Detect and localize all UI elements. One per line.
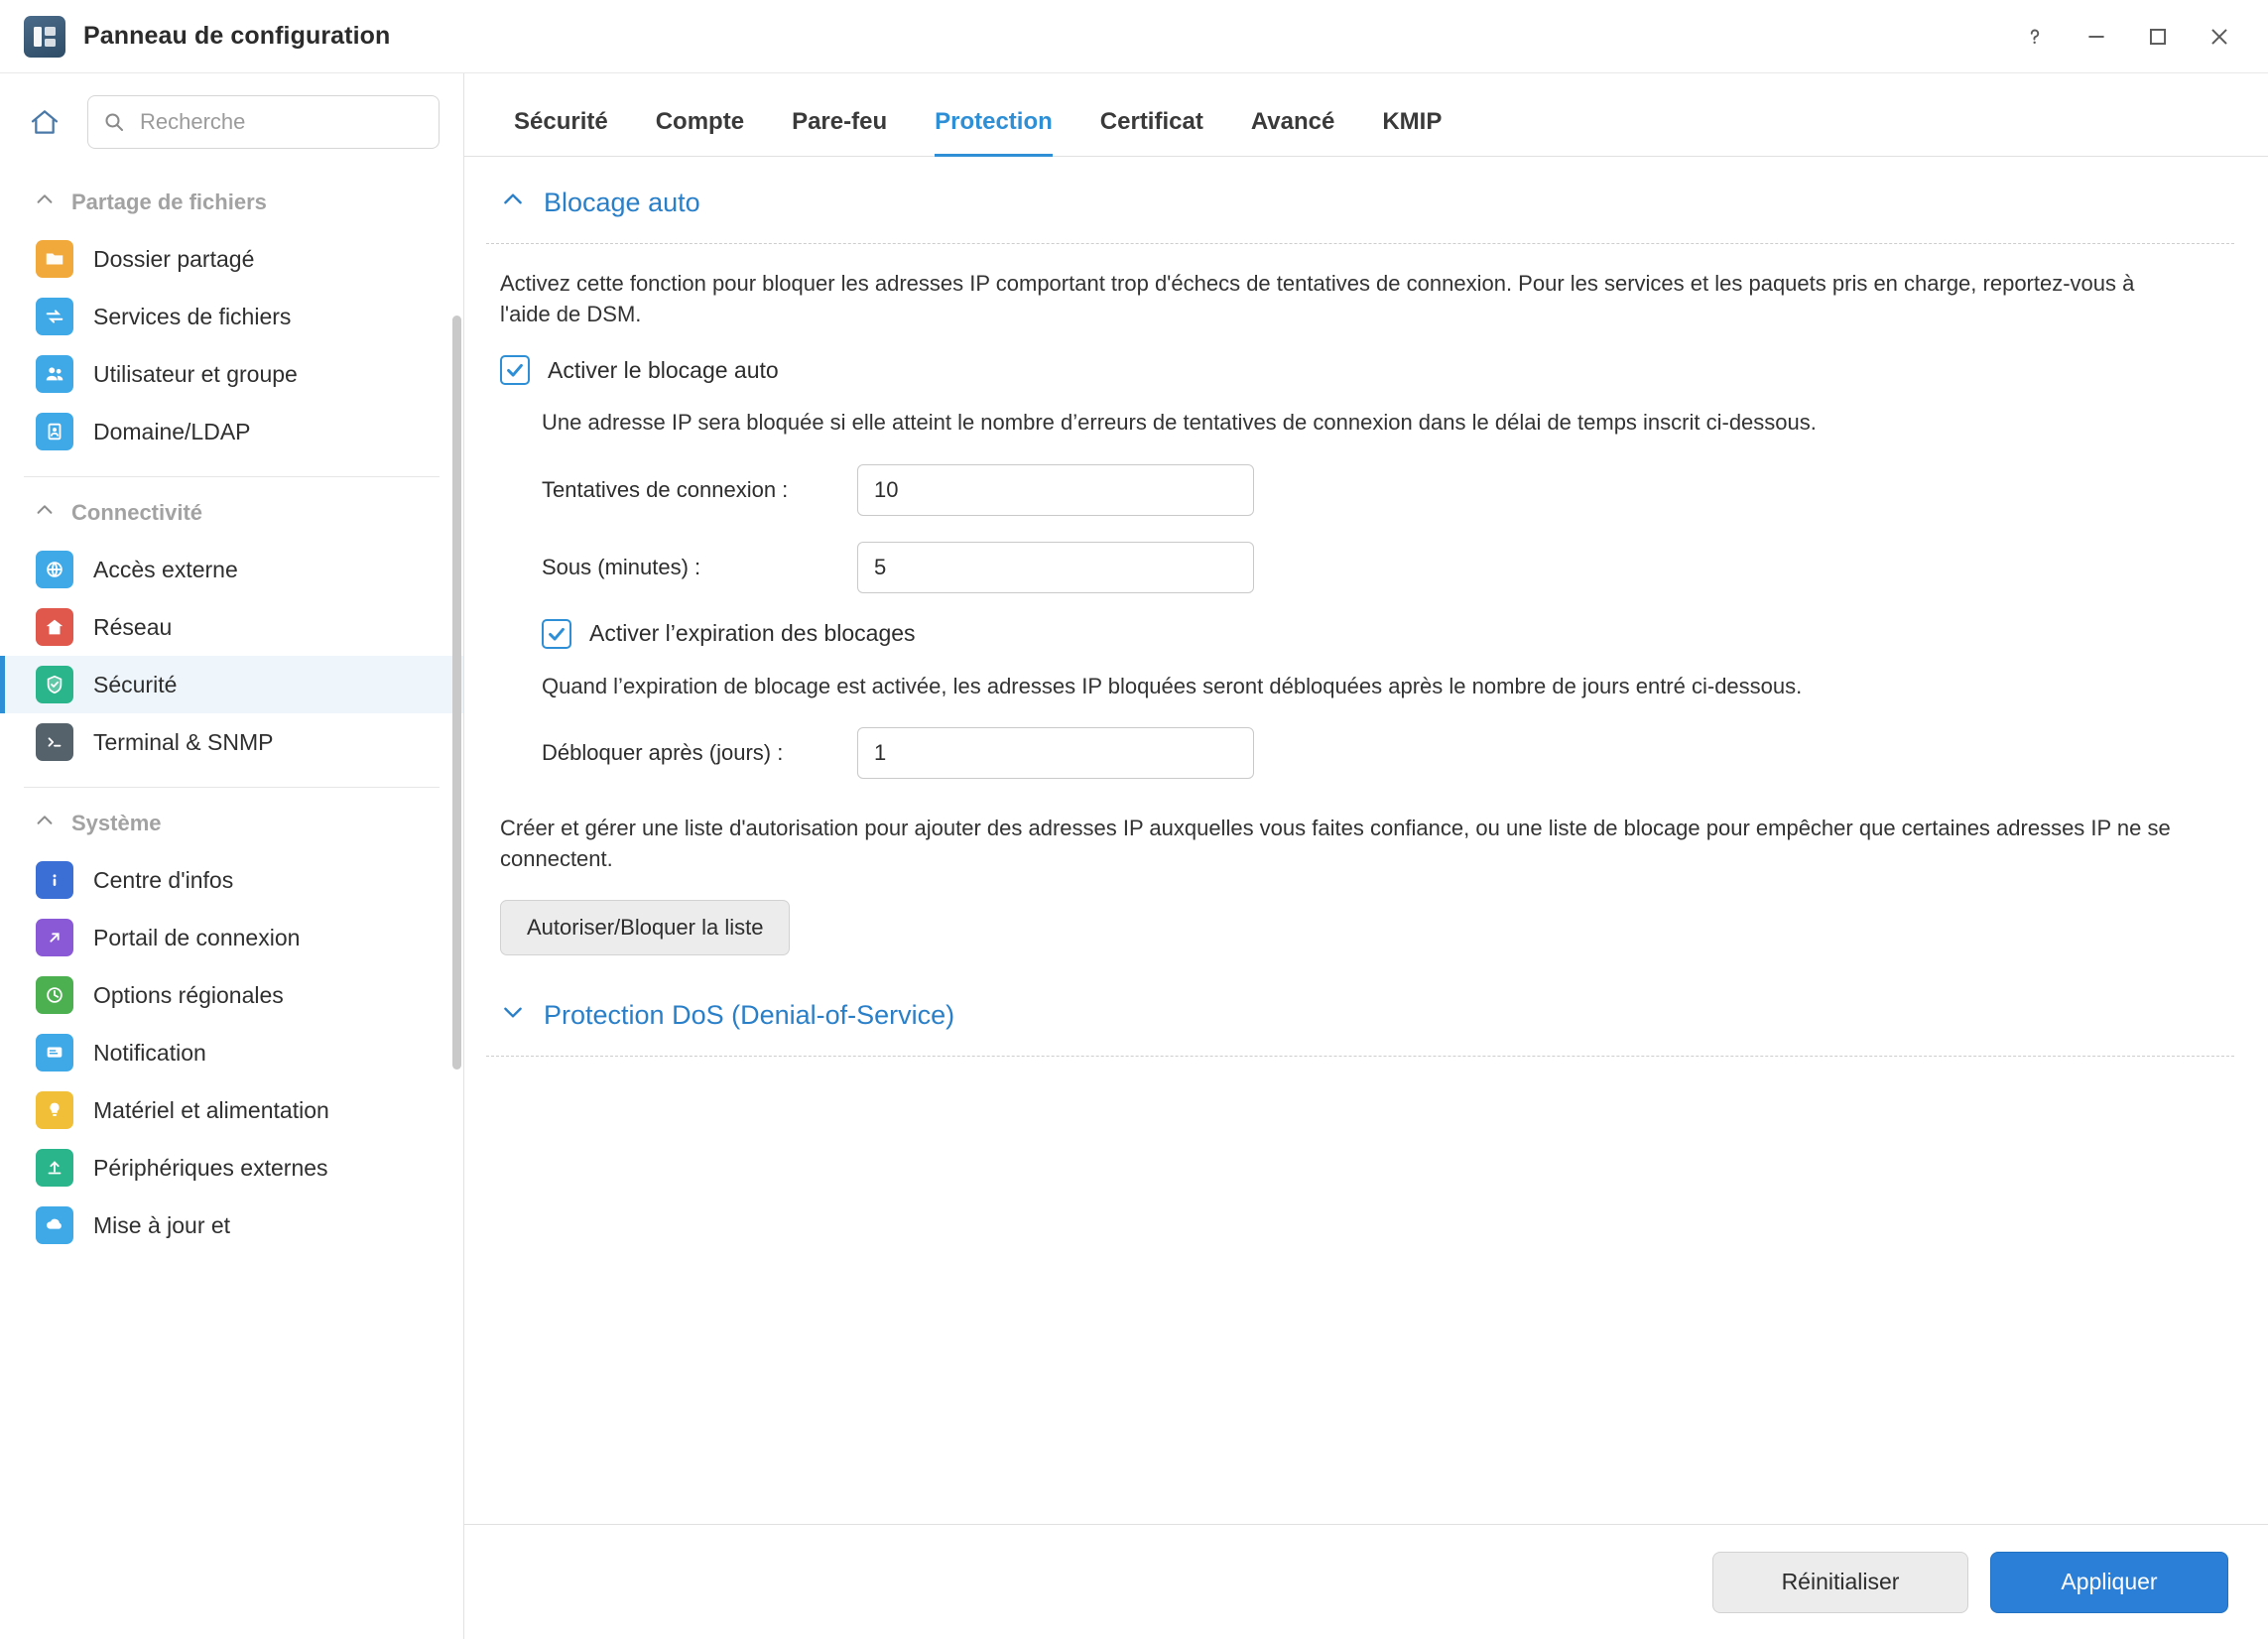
main-panel (464, 73, 2268, 1639)
sidebar-group-connectivity[interactable] (0, 477, 463, 541)
file-services-icon (36, 298, 73, 335)
sidebar-item-acces-externe[interactable] (0, 541, 463, 598)
login-attempts-input[interactable] (857, 464, 1254, 516)
chevron-up-icon (34, 810, 56, 837)
title-bar (0, 0, 2268, 73)
enable-expiration-row[interactable] (486, 593, 2234, 649)
enable-expiration-label: Activer l’expiration des blocages (589, 620, 916, 647)
maximize-button[interactable] (2127, 6, 2189, 67)
chevron-down-icon (500, 999, 526, 1032)
help-icon[interactable] (2004, 6, 2066, 67)
enable-auto-block-label: Activer le blocage auto (548, 356, 779, 383)
external-devices-icon (36, 1149, 73, 1187)
search-input[interactable] (138, 108, 425, 136)
sidebar-item-domaine-ldap[interactable] (0, 403, 463, 460)
tab-pare-feu[interactable]: Pare-feu (792, 108, 888, 135)
close-button[interactable] (2189, 6, 2250, 67)
chevron-up-icon (500, 187, 526, 219)
regional-options-icon (36, 976, 73, 1014)
tab-avance[interactable]: Avancé (1250, 108, 1335, 135)
sidebar-item-reseau[interactable] (0, 598, 463, 656)
tab-compte[interactable]: Compte (655, 108, 745, 135)
sidebar-group-label: Connectivité (71, 500, 203, 525)
page-title: Panneau de configuration (83, 22, 391, 50)
section-divider (486, 1056, 2234, 1057)
auto-block-hint: Une adresse IP sera bloquée si elle atteint le nombre d’erreurs de tentatives de connexion dans le délai de temps inscrit ci-dessous. (542, 410, 1817, 436)
section-header-blocage-auto[interactable] (486, 157, 2234, 229)
control-panel-icon (24, 16, 65, 58)
tab-protection[interactable]: Protection (911, 108, 1076, 156)
sidebar-item-utilisateur-et-groupe[interactable] (0, 345, 463, 403)
sidebar-item-label: Domaine/LDAP (93, 418, 251, 444)
auto-block-description: Activez cette fonction pour bloquer les adresses IP comportant trop d'échecs de tentatives de connexion. Pour les services et les paquets pris en charge, reportez-vous à l'aide de DSM. (500, 271, 2135, 327)
within-minutes-row (486, 516, 2234, 593)
sidebar-item-label: Accès externe (93, 556, 238, 582)
sidebar-scrollbar[interactable] (452, 315, 461, 1070)
content-area (464, 157, 2268, 1524)
chevron-up-icon (34, 499, 56, 527)
external-access-icon (36, 551, 73, 588)
power-icon (36, 1091, 73, 1129)
footer-bar (464, 1524, 2268, 1639)
login-attempts-label: Tentatives de connexion : (542, 476, 789, 502)
sidebar-item-label: Réseau (93, 613, 173, 640)
sidebar-search-row (0, 73, 463, 167)
unblock-after-days-label: Débloquer après (jours) : (542, 739, 784, 765)
sidebar-item-label: Périphériques externes (93, 1154, 328, 1181)
allow-block-list-button[interactable]: Autoriser/Bloquer la liste (500, 900, 790, 955)
sidebar (0, 73, 464, 1639)
sidebar-item-services-de-fichiers[interactable] (0, 288, 463, 345)
section-title: Protection DoS (Denial-of-Service) (544, 1000, 955, 1031)
sidebar-item-label: Options régionales (93, 981, 284, 1008)
enable-auto-block-checkbox[interactable] (500, 355, 530, 385)
tab-bar (464, 73, 2268, 157)
minimize-button[interactable] (2066, 6, 2127, 67)
sidebar-item-label: Portail de connexion (93, 924, 301, 950)
network-icon (36, 608, 73, 646)
sidebar-item-label: Services de fichiers (93, 303, 292, 329)
home-icon[interactable] (18, 95, 71, 149)
shield-icon (36, 666, 73, 703)
users-icon (36, 355, 73, 393)
search-icon (102, 110, 126, 134)
sidebar-item-notification[interactable] (0, 1024, 463, 1081)
tab-certificat[interactable]: Certificat (1099, 108, 1203, 135)
sidebar-group-label: Système (71, 811, 162, 835)
chevron-up-icon (34, 189, 56, 216)
sidebar-item-label: Mise à jour et (93, 1211, 231, 1238)
terminal-icon (36, 723, 73, 761)
expiration-hint: Quand l’expiration de blocage est activée, les adresses IP bloquées seront débloquées après le nombre de jours entré ci-dessous. (542, 673, 1803, 698)
window-controls (2004, 0, 2250, 73)
sidebar-group-file-sharing[interactable] (0, 167, 463, 230)
sidebar-item-label: Matériel et alimentation (93, 1096, 329, 1123)
within-minutes-label: Sous (minutes) : (542, 554, 701, 579)
domain-icon (36, 413, 73, 450)
sidebar-group-system[interactable] (0, 788, 463, 851)
sidebar-item-dossier-partage[interactable] (0, 230, 463, 288)
sidebar-item-label: Notification (93, 1039, 206, 1066)
notification-icon (36, 1034, 73, 1072)
apply-button[interactable]: Appliquer (1990, 1552, 2228, 1613)
sidebar-item-label: Sécurité (93, 671, 178, 697)
sidebar-group-label: Partage de fichiers (71, 189, 267, 214)
unblock-after-days-row (486, 701, 2234, 779)
sidebar-item-terminal-snmp[interactable] (0, 713, 463, 771)
sidebar-item-portail-de-connexion[interactable] (0, 909, 463, 966)
unblock-after-days-input[interactable] (857, 727, 1254, 779)
sidebar-item-label: Dossier partagé (93, 245, 255, 272)
sidebar-item-label: Terminal & SNMP (93, 728, 274, 755)
sidebar-item-options-regionales[interactable] (0, 966, 463, 1024)
sidebar-item-centre-d-infos[interactable] (0, 851, 463, 909)
tab-kmip[interactable]: KMIP (1382, 108, 1443, 135)
search-box[interactable] (87, 95, 440, 149)
info-icon (36, 861, 73, 899)
sidebar-item-materiel-et-alimentation[interactable] (0, 1081, 463, 1139)
enable-auto-block-row[interactable] (486, 329, 2234, 385)
within-minutes-input[interactable] (857, 542, 1254, 593)
update-icon (36, 1206, 73, 1244)
section-header-protection-dos[interactable] (486, 955, 2234, 1042)
login-portal-icon (36, 919, 73, 956)
sidebar-item-securite[interactable] (0, 656, 463, 713)
tab-securite[interactable]: Sécurité (514, 108, 608, 135)
sidebar-nav (0, 167, 463, 1637)
folder-icon (36, 240, 73, 278)
enable-expiration-checkbox[interactable] (542, 619, 571, 649)
section-title: Blocage auto (544, 188, 700, 217)
allow-block-list-description: Créer et gérer une liste d'autorisation pour ajouter des adresses IP auxquelles vous faites confiance, ou une liste de blocage pour empêcher que certaines adresses IP ne se connectent. (500, 815, 2171, 872)
reset-button[interactable]: Réinitialiser (1712, 1552, 1968, 1613)
sidebar-item-label: Centre d'infos (93, 866, 234, 893)
login-attempts-row (486, 439, 2234, 516)
sidebar-item-peripheriques-externes[interactable] (0, 1139, 463, 1197)
sidebar-item-label: Utilisateur et groupe (93, 360, 298, 387)
sidebar-item-mise-a-jour[interactable] (0, 1197, 463, 1254)
